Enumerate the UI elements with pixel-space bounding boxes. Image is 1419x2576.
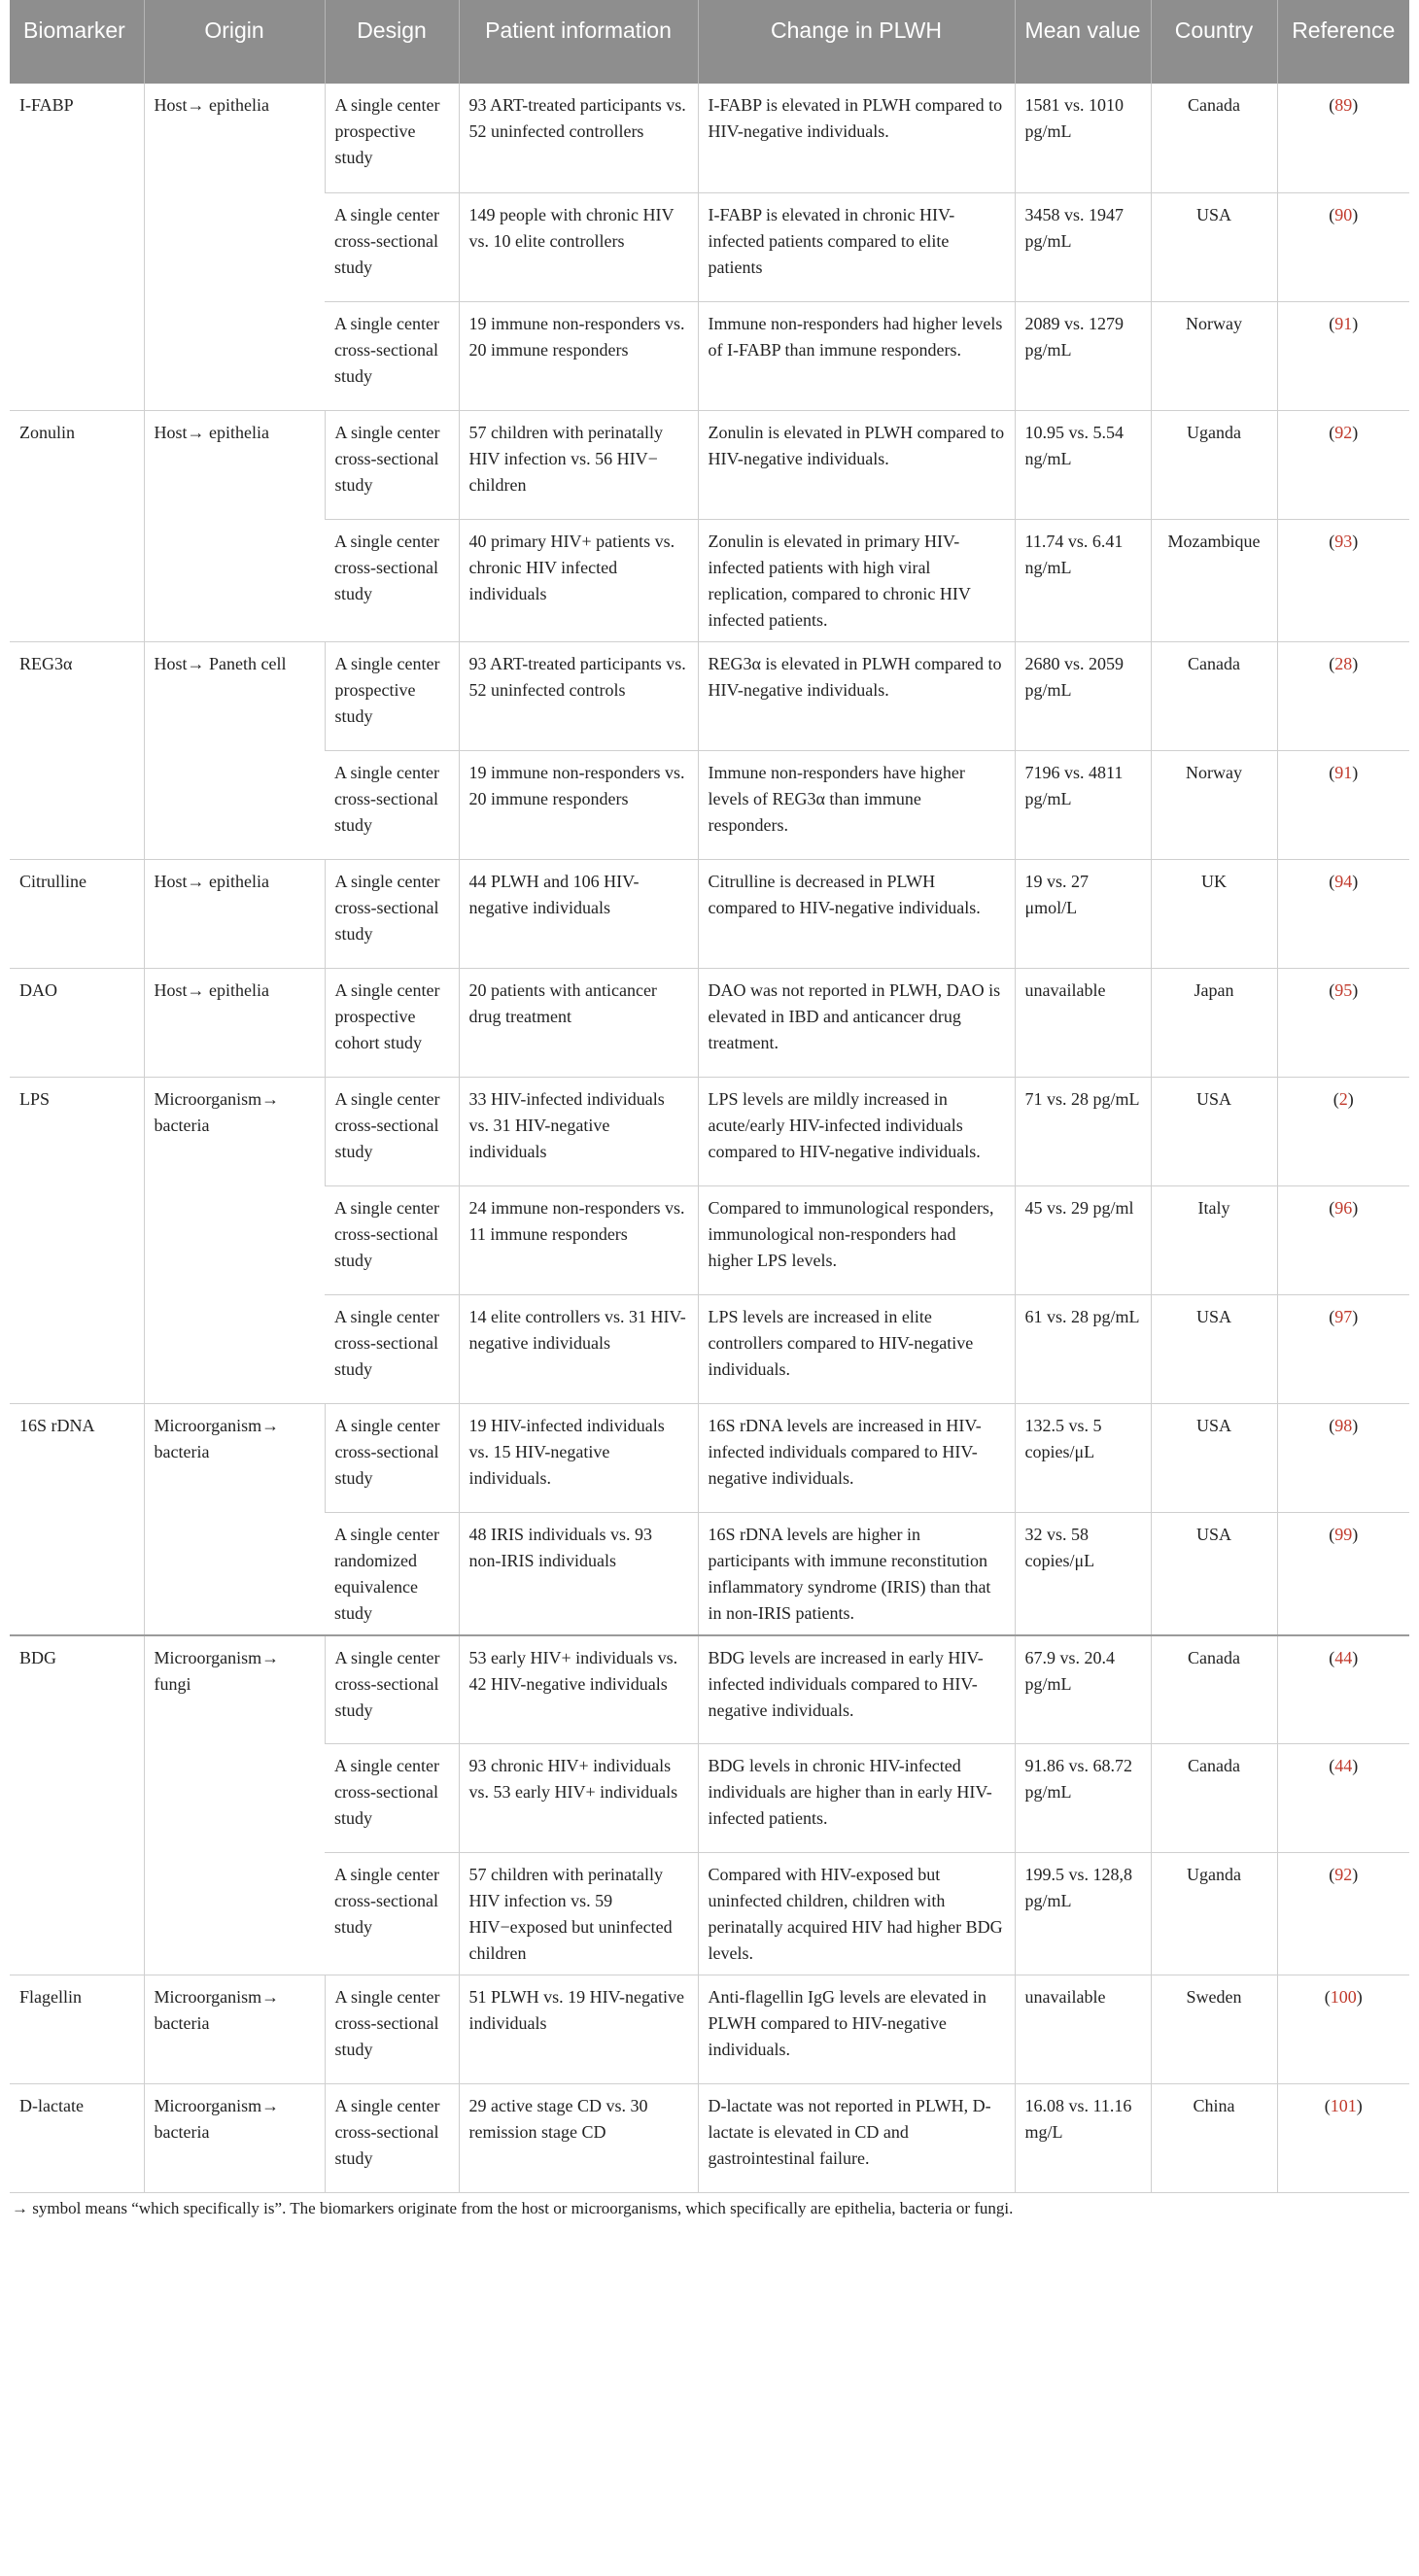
- header-country: Country: [1151, 0, 1277, 84]
- cell-design: A single center prospective cohort study: [325, 968, 459, 1077]
- reference-open-paren: (: [1329, 1197, 1335, 1218]
- header-reference: Reference: [1277, 0, 1409, 84]
- reference-open-paren: (: [1329, 1306, 1335, 1326]
- cell-patient-information: 14 elite controllers vs. 31 HIV-negative individuals: [459, 1294, 698, 1403]
- header-mean-value: Mean value: [1015, 0, 1151, 84]
- reference-close-paren: ): [1352, 1865, 1359, 1884]
- reference-link[interactable]: 97: [1334, 1306, 1353, 1326]
- cell-design: A single center prospective study: [325, 641, 459, 750]
- reference-open-paren: (: [1324, 2096, 1331, 2115]
- reference-close-paren: ): [1356, 1987, 1363, 2007]
- cell-mean-value: 61 vs. 28 pg/mL: [1015, 1294, 1151, 1403]
- cell-change-in-plwh: BDG levels in chronic HIV-infected individuals are higher than in early HIV-infected patients.: [698, 1744, 1015, 1853]
- cell-reference: [1277, 750, 1409, 859]
- cell-mean-value: 7196 vs. 4811 pg/mL: [1015, 750, 1151, 859]
- cell-patient-information: 93 chronic HIV+ individuals vs. 53 early HIV+ individuals: [459, 1744, 698, 1853]
- reference-link[interactable]: 89: [1334, 95, 1353, 115]
- cell-mean-value: 16.08 vs. 11.16 mg/L: [1015, 2084, 1151, 2193]
- cell-origin: Host→ epithelia: [144, 84, 325, 410]
- reference-link[interactable]: 91: [1334, 313, 1353, 333]
- cell-patient-information: 29 active stage CD vs. 30 remission stage CD: [459, 2084, 698, 2193]
- cell-design: A single center cross-sectional study: [325, 1975, 459, 2084]
- reference-link[interactable]: 101: [1330, 2096, 1357, 2115]
- table-row: [10, 968, 1409, 1077]
- cell-mean-value: 1581 vs. 1010 pg/mL: [1015, 84, 1151, 192]
- reference-close-paren: ): [1347, 1088, 1354, 1109]
- reference-link[interactable]: 96: [1334, 1197, 1353, 1218]
- cell-mean-value: 11.74 vs. 6.41 ng/mL: [1015, 519, 1151, 641]
- reference-open-paren: (: [1329, 762, 1335, 782]
- cell-reference: [1277, 641, 1409, 750]
- cell-mean-value: 2089 vs. 1279 pg/mL: [1015, 301, 1151, 410]
- table-row: [10, 1403, 1409, 1512]
- cell-patient-information: 24 immune non-responders vs. 11 immune responders: [459, 1185, 698, 1294]
- cell-patient-information: 40 primary HIV+ patients vs. chronic HIV infected individuals: [459, 519, 698, 641]
- cell-design: A single center cross-sectional study: [325, 1635, 459, 1744]
- cell-reference: [1277, 1512, 1409, 1635]
- cell-change-in-plwh: REG3α is elevated in PLWH compared to HIV-negative individuals.: [698, 641, 1015, 750]
- header-biomarker: Biomarker: [10, 0, 144, 84]
- biomarker-table: [10, 0, 1409, 2193]
- cell-origin: Microorganism→ bacteria: [144, 1975, 325, 2084]
- reference-close-paren: ): [1352, 1647, 1359, 1667]
- cell-reference: [1277, 2084, 1409, 2193]
- reference-close-paren: ): [1352, 1756, 1359, 1775]
- cell-patient-information: 20 patients with anticancer drug treatment: [459, 968, 698, 1077]
- cell-change-in-plwh: 16S rDNA levels are increased in HIV-infected individuals compared to HIV-negative individuals.: [698, 1403, 1015, 1512]
- cell-reference: [1277, 859, 1409, 968]
- reference-link[interactable]: 98: [1334, 1415, 1353, 1435]
- reference-link[interactable]: 93: [1334, 531, 1353, 551]
- reference-link[interactable]: 95: [1334, 979, 1353, 1000]
- reference-link[interactable]: 92: [1334, 1865, 1353, 1884]
- cell-biomarker: BDG: [10, 1635, 144, 1975]
- cell-reference: [1277, 1744, 1409, 1853]
- cell-change-in-plwh: LPS levels are mildly increased in acute/early HIV-infected individuals compared to HIV-negative individuals.: [698, 1077, 1015, 1185]
- reference-link[interactable]: 100: [1330, 1987, 1357, 2007]
- cell-reference: [1277, 84, 1409, 192]
- reference-close-paren: ): [1352, 313, 1359, 333]
- cell-change-in-plwh: I-FABP is elevated in chronic HIV-infected patients compared to elite patients: [698, 192, 1015, 301]
- cell-mean-value: 19 vs. 27 μmol/L: [1015, 859, 1151, 968]
- reference-close-paren: ): [1352, 1415, 1359, 1435]
- header-row: [10, 0, 1409, 84]
- reference-open-paren: (: [1329, 871, 1335, 891]
- cell-country: USA: [1151, 1294, 1277, 1403]
- reference-close-paren: ): [1352, 1197, 1359, 1218]
- table-row: [10, 410, 1409, 519]
- reference-close-paren: ): [1352, 1524, 1359, 1544]
- cell-patient-information: 93 ART-treated participants vs. 52 uninfected controllers: [459, 84, 698, 192]
- cell-country: Canada: [1151, 641, 1277, 750]
- cell-patient-information: 44 PLWH and 106 HIV-negative individuals: [459, 859, 698, 968]
- cell-biomarker: 16S rDNA: [10, 1403, 144, 1635]
- cell-change-in-plwh: D-lactate was not reported in PLWH, D-lactate is elevated in CD and gastrointestinal failure.: [698, 2084, 1015, 2193]
- reference-open-paren: (: [1329, 422, 1335, 442]
- header-design: Design: [325, 0, 459, 84]
- reference-link[interactable]: 28: [1334, 653, 1353, 673]
- cell-mean-value: 32 vs. 58 copies/μL: [1015, 1512, 1151, 1635]
- cell-biomarker: REG3α: [10, 641, 144, 859]
- reference-open-paren: (: [1329, 95, 1335, 115]
- cell-mean-value: unavailable: [1015, 968, 1151, 1077]
- reference-link[interactable]: 99: [1334, 1524, 1353, 1544]
- cell-biomarker: LPS: [10, 1077, 144, 1403]
- cell-origin: Microorganism→ bacteria: [144, 2084, 325, 2193]
- reference-link[interactable]: 2: [1338, 1088, 1348, 1109]
- cell-mean-value: 3458 vs. 1947 pg/mL: [1015, 192, 1151, 301]
- cell-country: Canada: [1151, 84, 1277, 192]
- table-row: [10, 1635, 1409, 1744]
- cell-origin: Microorganism→ fungi: [144, 1635, 325, 1975]
- cell-biomarker: Flagellin: [10, 1975, 144, 2084]
- cell-country: Uganda: [1151, 410, 1277, 519]
- cell-change-in-plwh: LPS levels are increased in elite controllers compared to HIV-negative individuals.: [698, 1294, 1015, 1403]
- table-row: [10, 1975, 1409, 2084]
- cell-change-in-plwh: Zonulin is elevated in PLWH compared to HIV-negative individuals.: [698, 410, 1015, 519]
- cell-patient-information: 149 people with chronic HIV vs. 10 elite controllers: [459, 192, 698, 301]
- cell-biomarker: DAO: [10, 968, 144, 1077]
- cell-design: A single center cross-sectional study: [325, 519, 459, 641]
- cell-biomarker: Citrulline: [10, 859, 144, 968]
- cell-mean-value: 2680 vs. 2059 pg/mL: [1015, 641, 1151, 750]
- cell-biomarker: I-FABP: [10, 84, 144, 410]
- cell-change-in-plwh: DAO was not reported in PLWH, DAO is elevated in IBD and anticancer drug treatment.: [698, 968, 1015, 1077]
- cell-change-in-plwh: Zonulin is elevated in primary HIV-infected patients with high viral replication, compared to chronic HIV infected patients.: [698, 519, 1015, 641]
- cell-country: Canada: [1151, 1744, 1277, 1853]
- cell-country: USA: [1151, 192, 1277, 301]
- cell-change-in-plwh: Citrulline is decreased in PLWH compared to HIV-negative individuals.: [698, 859, 1015, 968]
- cell-origin: Microorganism→ bacteria: [144, 1077, 325, 1403]
- header-change-in-plwh: Change in PLWH: [698, 0, 1015, 84]
- cell-country: China: [1151, 2084, 1277, 2193]
- cell-patient-information: 53 early HIV+ individuals vs. 42 HIV-negative individuals: [459, 1635, 698, 1744]
- reference-close-paren: ): [1352, 531, 1359, 551]
- cell-change-in-plwh: I-FABP is elevated in PLWH compared to HIV-negative individuals.: [698, 84, 1015, 192]
- cell-patient-information: 57 children with perinatally HIV infection vs. 59 HIV−exposed but uninfected children: [459, 1853, 698, 1975]
- cell-design: A single center randomized equivalence study: [325, 1512, 459, 1635]
- cell-design: A single center cross-sectional study: [325, 1294, 459, 1403]
- cell-country: Canada: [1151, 1635, 1277, 1744]
- reference-link[interactable]: 90: [1334, 204, 1353, 224]
- cell-origin: Microorganism→ bacteria: [144, 1403, 325, 1635]
- cell-country: Uganda: [1151, 1853, 1277, 1975]
- reference-link[interactable]: 92: [1334, 422, 1353, 442]
- table-container: [10, 0, 1409, 2218]
- reference-close-paren: ): [1356, 2096, 1363, 2115]
- cell-patient-information: 48 IRIS individuals vs. 93 non-IRIS individuals: [459, 1512, 698, 1635]
- cell-origin: Host→ Paneth cell: [144, 641, 325, 859]
- cell-patient-information: 19 immune non-responders vs. 20 immune responders: [459, 750, 698, 859]
- reference-close-paren: ): [1352, 95, 1359, 115]
- table-row: [10, 641, 1409, 750]
- reference-open-paren: (: [1329, 653, 1335, 673]
- cell-reference: [1277, 968, 1409, 1077]
- cell-reference: [1277, 1975, 1409, 2084]
- cell-change-in-plwh: Compared with HIV-exposed but uninfected children, children with perinatally acquired HIV had higher BDG levels.: [698, 1853, 1015, 1975]
- table-row: [10, 2084, 1409, 2193]
- reference-open-paren: (: [1329, 1865, 1335, 1884]
- cell-change-in-plwh: Immune non-responders had higher levels of I-FABP than immune responders.: [698, 301, 1015, 410]
- cell-design: A single center cross-sectional study: [325, 1403, 459, 1512]
- cell-mean-value: 91.86 vs. 68.72 pg/mL: [1015, 1744, 1151, 1853]
- cell-reference: [1277, 1635, 1409, 1744]
- cell-design: A single center cross-sectional study: [325, 1077, 459, 1185]
- cell-country: Italy: [1151, 1185, 1277, 1294]
- reference-close-paren: ): [1352, 871, 1359, 891]
- cell-mean-value: 10.95 vs. 5.54 ng/mL: [1015, 410, 1151, 519]
- cell-patient-information: 33 HIV-infected individuals vs. 31 HIV-negative individuals: [459, 1077, 698, 1185]
- cell-country: Mozambique: [1151, 519, 1277, 641]
- cell-mean-value: 132.5 vs. 5 copies/μL: [1015, 1403, 1151, 1512]
- reference-close-paren: ): [1352, 204, 1359, 224]
- cell-design: A single center cross-sectional study: [325, 1853, 459, 1975]
- cell-mean-value: 45 vs. 29 pg/ml: [1015, 1185, 1151, 1294]
- reference-close-paren: ): [1352, 422, 1359, 442]
- cell-biomarker: D-lactate: [10, 2084, 144, 2193]
- cell-reference: [1277, 1185, 1409, 1294]
- cell-change-in-plwh: BDG levels are increased in early HIV-infected individuals compared to HIV-negative individuals.: [698, 1635, 1015, 1744]
- cell-mean-value: unavailable: [1015, 1975, 1151, 2084]
- reference-link[interactable]: 44: [1334, 1647, 1353, 1667]
- cell-design: A single center prospective study: [325, 84, 459, 192]
- cell-country: USA: [1151, 1403, 1277, 1512]
- cell-change-in-plwh: Immune non-responders have higher levels of REG3α than immune responders.: [698, 750, 1015, 859]
- cell-change-in-plwh: 16S rDNA levels are higher in participants with immune reconstitution inflammatory syndrome (IRIS) than that in non-IRIS patients.: [698, 1512, 1015, 1635]
- cell-design: A single center cross-sectional study: [325, 1744, 459, 1853]
- reference-close-paren: ): [1352, 979, 1359, 1000]
- reference-open-paren: (: [1329, 204, 1335, 224]
- cell-design: A single center cross-sectional study: [325, 410, 459, 519]
- cell-country: Norway: [1151, 750, 1277, 859]
- cell-patient-information: 51 PLWH vs. 19 HIV-negative individuals: [459, 1975, 698, 2084]
- cell-biomarker: Zonulin: [10, 410, 144, 641]
- cell-origin: Host→ epithelia: [144, 968, 325, 1077]
- table-row: [10, 859, 1409, 968]
- footnote: → symbol means “which specifically is”. The biomarkers originate from the host or microorganisms, which specifically are epithelia, bacteria or fungi.: [12, 2199, 1014, 2217]
- cell-country: Norway: [1151, 301, 1277, 410]
- cell-patient-information: 19 HIV-infected individuals vs. 15 HIV-negative individuals.: [459, 1403, 698, 1512]
- cell-country: Sweden: [1151, 1975, 1277, 2084]
- cell-country: UK: [1151, 859, 1277, 968]
- cell-mean-value: 67.9 vs. 20.4 pg/mL: [1015, 1635, 1151, 1744]
- cell-origin: Host→ epithelia: [144, 859, 325, 968]
- reference-close-paren: ): [1352, 653, 1359, 673]
- cell-country: Japan: [1151, 968, 1277, 1077]
- reference-close-paren: ): [1352, 1306, 1359, 1326]
- cell-origin: Host→ epithelia: [144, 410, 325, 641]
- table-row: [10, 1077, 1409, 1185]
- cell-mean-value: 71 vs. 28 pg/mL: [1015, 1077, 1151, 1185]
- header-patient-information: Patient information: [459, 0, 698, 84]
- cell-patient-information: 93 ART-treated participants vs. 52 uninfected controls: [459, 641, 698, 750]
- reference-open-paren: (: [1324, 1987, 1331, 2007]
- reference-open-paren: (: [1329, 1524, 1335, 1544]
- reference-open-paren: (: [1329, 313, 1335, 333]
- cell-country: USA: [1151, 1512, 1277, 1635]
- reference-close-paren: ): [1352, 762, 1359, 782]
- cell-design: A single center cross-sectional study: [325, 301, 459, 410]
- header-origin: Origin: [144, 0, 325, 84]
- cell-country: USA: [1151, 1077, 1277, 1185]
- reference-link[interactable]: 44: [1334, 1756, 1353, 1775]
- reference-open-paren: (: [1329, 1756, 1335, 1775]
- reference-open-paren: (: [1329, 531, 1335, 551]
- cell-reference: [1277, 301, 1409, 410]
- cell-reference: [1277, 1294, 1409, 1403]
- cell-reference: [1277, 1403, 1409, 1512]
- cell-design: A single center cross-sectional study: [325, 1185, 459, 1294]
- cell-patient-information: 57 children with perinatally HIV infection vs. 56 HIV− children: [459, 410, 698, 519]
- cell-reference: [1277, 410, 1409, 519]
- cell-patient-information: 19 immune non-responders vs. 20 immune responders: [459, 301, 698, 410]
- reference-open-paren: (: [1329, 979, 1335, 1000]
- cell-change-in-plwh: Compared to immunological responders, immunological non-responders had higher LPS levels.: [698, 1185, 1015, 1294]
- cell-mean-value: 199.5 vs. 128,8 pg/mL: [1015, 1853, 1151, 1975]
- cell-design: A single center cross-sectional study: [325, 2084, 459, 2193]
- reference-open-paren: (: [1329, 1647, 1335, 1667]
- reference-link[interactable]: 94: [1334, 871, 1353, 891]
- cell-design: A single center cross-sectional study: [325, 192, 459, 301]
- reference-open-paren: (: [1332, 1088, 1339, 1109]
- cell-change-in-plwh: Anti-flagellin IgG levels are elevated in PLWH compared to HIV-negative individuals.: [698, 1975, 1015, 2084]
- reference-open-paren: (: [1329, 1415, 1335, 1435]
- table-row: [10, 84, 1409, 192]
- reference-link[interactable]: 91: [1334, 762, 1353, 782]
- cell-reference: [1277, 1853, 1409, 1975]
- cell-reference: [1277, 1077, 1409, 1185]
- cell-reference: [1277, 519, 1409, 641]
- cell-design: A single center cross-sectional study: [325, 750, 459, 859]
- cell-design: A single center cross-sectional study: [325, 859, 459, 968]
- cell-reference: [1277, 192, 1409, 301]
